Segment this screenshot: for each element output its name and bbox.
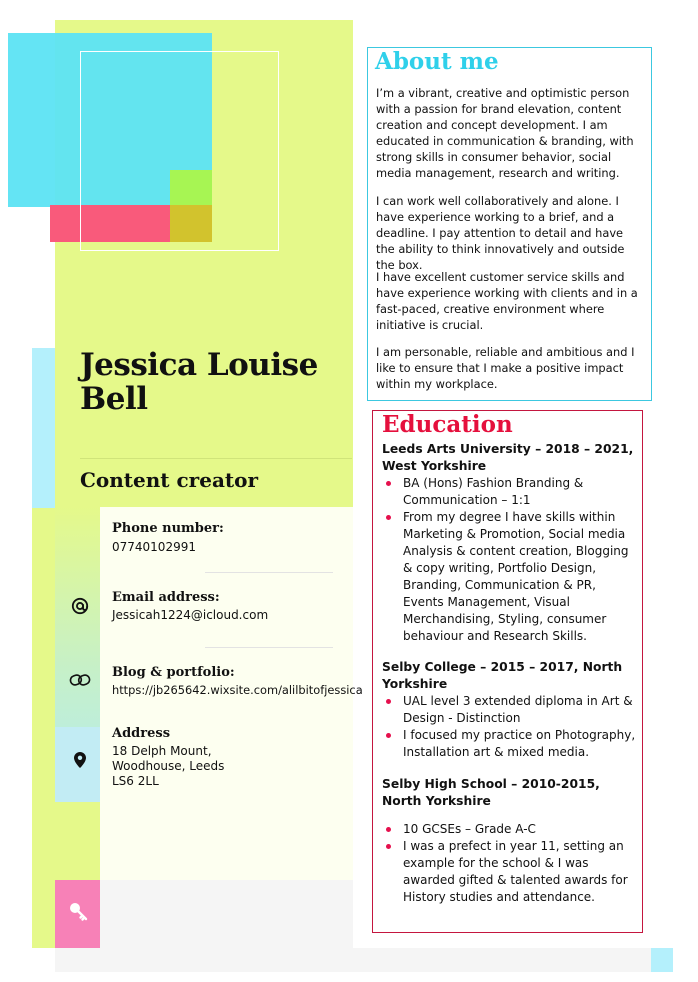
about-title: About me <box>375 48 499 75</box>
decor-corner <box>651 948 673 972</box>
address-line: 18 Delph Mount, <box>112 744 212 758</box>
education-bullet: I was a prefect in year 11, setting an example for the school & I was awarded gifted & talented awards for History studies and attendance. <box>382 838 640 906</box>
about-paragraph: I have excellent customer service skills and have experience working with clients and in a fast-paced, creative environment where initiative is crucial. <box>376 270 638 332</box>
lime-strip <box>32 507 55 948</box>
email-label: Email address: <box>112 590 220 605</box>
contact-divider <box>205 572 333 573</box>
education-list <box>382 693 640 761</box>
address-line: Woodhouse, Leeds <box>112 759 225 773</box>
at-icon <box>66 592 94 620</box>
blog-label: Blog & portfolio: <box>112 665 235 680</box>
education-bullet: From my degree I have skills within Marketing & Promotion, Social media Analysis & content creation, Blogging & copy writing, Portfolio Design, Branding, Communication & PR, Events Management, Visual Merchandising, Styling, consumer behaviour and Research Skills. <box>382 509 640 645</box>
about-paragraph: I’m a vibrant, creative and optimistic person with a passion for brand elevation, content creation and concept development. I am educated in communication & branding, with strong skills in consumer behavior, social media management, research and writing. <box>376 86 634 180</box>
about-paragraph: I am personable, reliable and ambitious and I like to ensure that I make a positive impact within my workplace. <box>376 345 635 391</box>
contact-divider <box>205 647 333 648</box>
blue-edge-strip <box>32 348 55 508</box>
address-label: Address <box>112 726 171 741</box>
education-list <box>382 475 640 645</box>
education-bullet: 10 GCSEs – Grade A-C <box>382 821 640 838</box>
education-heading: Leeds Arts University – 2018 – 2021, West Yorkshire <box>382 442 634 473</box>
education-title: Education <box>382 411 513 438</box>
divider <box>80 458 352 459</box>
key-icon <box>69 902 89 926</box>
address-line: LS6 2LL <box>112 774 159 788</box>
blog-link[interactable]: https://jb265642.wixsite.com/alilbitofjessica <box>112 683 363 697</box>
education-heading: Selby High School – 2010-2015, North Yorkshire <box>382 777 600 808</box>
link-icon <box>66 666 94 694</box>
profile-role: Content creator <box>80 468 259 492</box>
education-list <box>382 821 640 906</box>
email-value[interactable]: Jessicah1224@icloud.com <box>112 608 269 622</box>
education-bullet: BA (Hons) Fashion Branding & Communication – 1:1 <box>382 475 640 509</box>
phone-value[interactable]: 07740102991 <box>112 540 196 554</box>
phone-label: Phone number: <box>112 521 224 536</box>
education-heading: Selby College – 2015 – 2017, North Yorkshire <box>382 660 623 691</box>
map-pin-icon <box>66 746 94 774</box>
education-bullet: I focused my practice on Photography, Installation art & mixed media. <box>382 727 640 761</box>
about-paragraph: I can work well collaboratively and alone. I have experience working to a brief, and a deadline. I pay attention to detail and have the ability to think innovatively and outside the box. <box>376 194 625 272</box>
profile-name: Jessica Louise Bell <box>80 347 318 417</box>
decor-outline-square <box>80 51 279 251</box>
education-bullet: UAL level 3 extended diploma in Art & Design - Distinction <box>382 693 640 727</box>
key-tile <box>55 880 100 948</box>
